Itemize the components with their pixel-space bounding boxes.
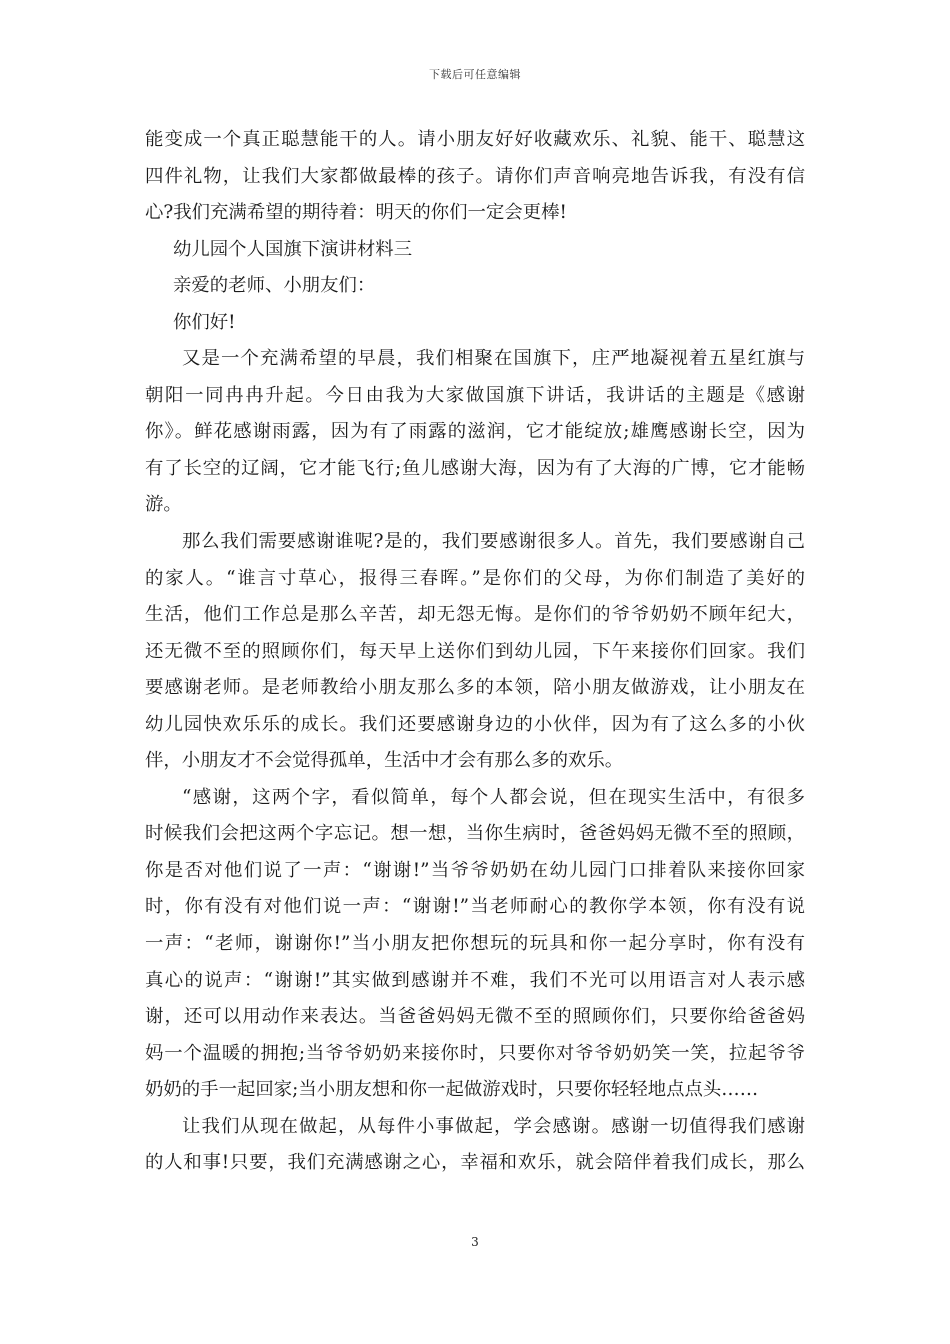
paragraph-line: 生活，他们工作总是那么辛苦，却无怨无悔。是你们的爷爷奶奶不顾年纪大，: [145, 604, 805, 626]
paragraph-line: 的家人。“谁言寸草心，报得三春晖。”是你们的父母，为你们制造了美好的: [145, 567, 805, 589]
paragraph-line: 游。: [145, 494, 182, 516]
paragraph-line: 奶奶的手一起回家;当小朋友想和你一起做游戏时，只要你轻轻地点点头……: [145, 1079, 759, 1101]
paragraph-line: 伴，小朋友才不会觉得孤单，生活中才会有那么多的欢乐。: [145, 750, 624, 772]
page-number: 3: [471, 1235, 479, 1249]
paragraph-line: 一声：“老师，谢谢你!”当小朋友把你想玩的玩具和你一起分享时，你有没有: [145, 933, 805, 955]
paragraph-line: 妈一个温暖的拥抱;当爷爷奶奶来接你时，只要你对爷爷奶奶笑一笑，拉起爷爷: [145, 1042, 805, 1064]
document-body: [145, 122, 805, 1182]
greeting: 你们好!: [173, 311, 236, 333]
paragraph-line: 四件礼物，让我们大家都做最棒的孩子。请你们声音响亮地告诉我，有没有信: [145, 165, 805, 187]
section-title: 幼儿园个人国旗下演讲材料三: [173, 238, 413, 260]
paragraph-line: 真心的说声：“谢谢!”其实做到感谢并不难，我们不光可以用语言对人表示感: [145, 969, 805, 991]
paragraph-line: 能变成一个真正聪慧能干的人。请小朋友好好收藏欢乐、礼貌、能干、聪慧这: [145, 129, 805, 150]
paragraph-line: 心?我们充满希望的期待着：明天的你们一定会更棒!: [145, 202, 567, 224]
paragraph-line: 你》。鲜花感谢雨露，因为有了雨露的滋润，它才能绽放;雄鹰感谢长空，因为: [145, 421, 805, 443]
page-header: 下载后可任意编辑: [429, 68, 521, 81]
paragraph-line: 又是一个充满希望的早晨，我们相聚在国旗下，庄严地凝视着五星红旗与: [182, 348, 805, 370]
paragraph-line: 要感谢老师。是老师教给小朋友那么多的本领，陪小朋友做游戏，让小朋友在: [145, 677, 805, 699]
salutation: 亲爱的老师、小朋友们：: [173, 275, 376, 297]
paragraph-line: 你是否对他们说了一声：“谢谢!”当爷爷奶奶在幼儿园门口排着队来接你回家: [145, 859, 805, 881]
paragraph-line: 那么我们需要感谢谁呢?是的，我们要感谢很多人。首先，我们要感谢自己: [182, 531, 805, 553]
paragraph-line: 的人和事!只要，我们充满感谢之心，幸福和欢乐，就会陪伴着我们成长，那么: [145, 1152, 805, 1174]
paragraph-line: 朝阳一同冉冉升起。今日由我为大家做国旗下讲话，我讲话的主题是《感谢: [145, 384, 805, 406]
paragraph-line: 谢，还可以用动作来表达。当爸爸妈妈无微不至的照顾你们，只要你给爸爸妈: [145, 1006, 805, 1028]
paragraph-line: 幼儿园快欢乐乐的成长。我们还要感谢身边的小伙伴，因为有了这么多的小伙: [145, 713, 805, 735]
paragraph-line: 时，你有没有对他们说一声：“谢谢!”当老师耐心的教你学本领，你有没有说: [145, 896, 805, 918]
paragraph-line: 有了长空的辽阔，它才能飞行;鱼儿感谢大海，因为有了大海的广博，它才能畅: [145, 457, 805, 479]
paragraph-line: 让我们从现在做起，从每件小事做起，学会感谢。感谢一切值得我们感谢: [182, 1115, 805, 1137]
paragraph-line: 还无微不至的照顾你们，每天早上送你们到幼儿园，下午来接你们回家。我们: [145, 640, 805, 662]
paragraph-line: “感谢，这两个字，看似简单，每个人都会说，但在现实生活中，有很多: [182, 786, 805, 808]
paragraph-line: 时候我们会把这两个字忘记。想一想，当你生病时，爸爸妈妈无微不至的照顾，: [145, 823, 805, 845]
